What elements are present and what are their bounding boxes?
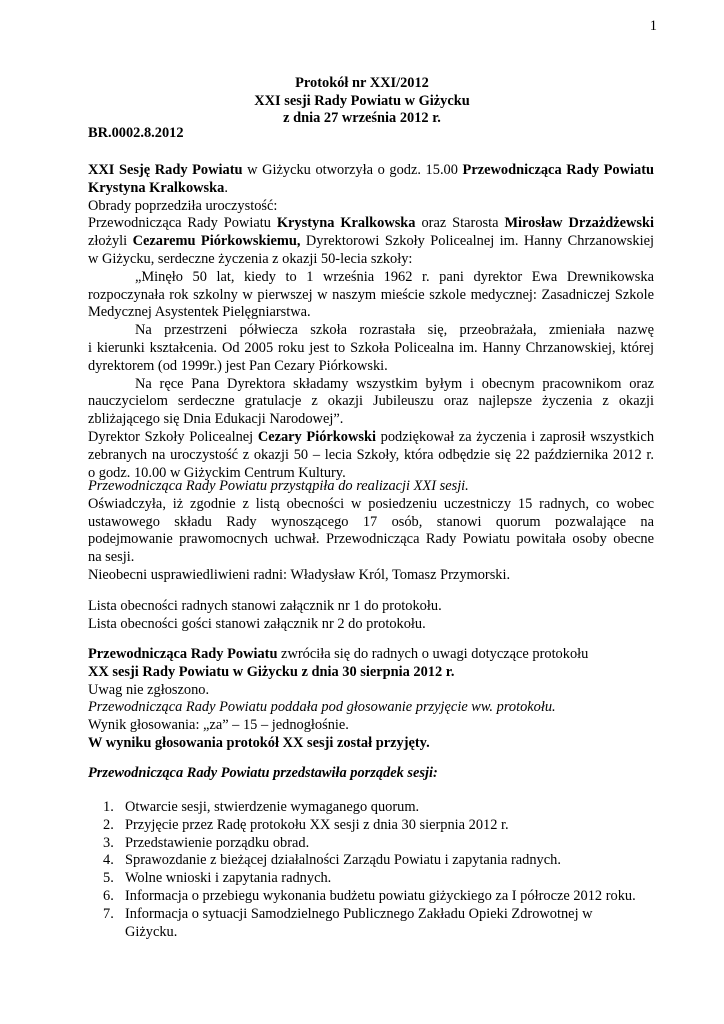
quorum-line-2: Oświadczyła, iż zgodnie z listą obecności w posiedzeniu uczestniczy 15 radnych, co wobec [88,495,654,512]
agenda-num: 6. [103,887,114,904]
agenda-num: 1. [103,799,114,815]
protocol-bold: Przewodnicząca Rady Powiatu [88,646,278,662]
agenda-item [103,835,643,853]
protocol-vote-call: Przewodnicząca Rady Powiatu poddała pod głosowanie przyjęcie ww. protokołu. [88,699,556,716]
attendance-paragraph [88,598,654,634]
quorum-italic: Przewodnicząca Rady Powiatu przystąpiła do realizacji XXI sesji. [88,478,469,494]
quorum-paragraph [88,478,654,585]
opening-text-1: w Giżycku otworzyła o godz. 15.00 [242,162,463,178]
quote-line-4: Na przestrzeni półwiecza szkoła rozrastała się, przeobrażała, zmieniała nazwę [135,322,654,339]
protocol-line-2 [88,664,654,682]
protocol-result: W wyniku głosowania protokół XX sesji został przyjęty. [88,734,430,751]
agenda-text: Przyjęcie przez Radę protokołu XX sesji z dnia 30 sierpnia 2012 r. [125,816,509,833]
agenda-item [103,888,643,906]
title-line-3: z dnia 27 września 2012 r. [283,110,441,127]
thanks-line-2: zebranych na uroczystość z okazji 50 – lecia Szkoły, która odbędzie się 22 października 2012 r. [88,446,654,463]
quorum-line-5: na sesji. [88,549,135,566]
ceremony-name-c: Cezaremu Piórkowskiemu, [132,233,301,250]
agenda-num: 4. [103,852,114,869]
agenda-item [103,852,643,870]
quote-line-2: rozpoczynała rok szkolny w pierwszej w naszym mieście szkole medycznej: Zasadniczej Szkole [88,286,654,303]
ceremony-intro: Obrady poprzedziła uroczystość: [88,197,278,214]
doc-ref-text: BR.0002.8.2012 [88,125,184,141]
quote-line-3: Medycznej Asystentek Pielęgniarstwa. [88,304,311,321]
thanks-text-a: Dyrektor Szkoły Policealnej [88,428,258,445]
opening-text-2: . [224,179,228,196]
agenda-text: Informacja o sytuacji Samodzielnego Publicznego Zakładu Opieki Zdrowotnej w [125,905,593,922]
doc-ref [88,125,654,143]
ceremony-text-a: Przewodnicząca Rady Powiatu [88,215,277,232]
ceremony-text-d: Dyrektorowi Szkoły Policealnej im. Hanny Chrzanowskiej [300,233,654,250]
agenda-heading-line [88,765,654,783]
agenda-num: 7. [103,905,114,922]
agenda-text: Informacja o przebiegu wykonania budżetu powiatu giżyckiego za I półrocze 2012 roku. [125,887,636,904]
protocol-line-4 [88,699,654,717]
opening-line-2 [88,180,654,198]
ceremony-text-c: złożyli [88,233,133,250]
quote-line-5: i kierunki kształcenia. Od 2005 roku jest to Szkoła Policealna im. Hanny Chrzanowskiej, której [88,339,654,356]
agenda-list [103,799,643,941]
ceremony-name-a: Krystyna Kralkowska [276,215,416,232]
protocol-line-5: Wynik głosowania: „za” – 15 – jednogłośnie. [88,717,349,734]
title-line-2: XXI sesji Rady Powiatu w Giżycku [254,92,470,109]
agenda-item [103,906,643,924]
opening-bold-3: Krystyna Kralkowska [88,179,225,196]
agenda-num: 5. [103,870,114,887]
protocol-line-3: Uwag nie zgłoszono. [88,681,210,698]
ceremony-line-3 [88,233,654,251]
protocol-line-1 [88,646,654,664]
ceremony-line-2 [88,215,654,233]
quote-line-8: nauczycielom serdeczne gratulacje z okazji Jubileuszu oraz najlepsze życzenia z okazji [88,393,654,410]
protocol-session-ref: XX sesji Rady Powiatu w Giżycku z dnia 30 sierpnia 2012 r. [88,663,455,680]
quorum-line-3: ustawowego składu Rady wynoszącego 17 osób, stanowi quorum pozwalające na [88,513,654,530]
agenda-text: Sprawozdanie z bieżącej działalności Zarządu Powiatu i zapytania radnych. [125,852,561,869]
thanks-text-b: podziękował za życzenia i zaprosił wszystkich [375,428,654,445]
thanks-line-1 [88,429,654,447]
title-line-1: Protokół nr XXI/2012 [295,75,429,91]
attendance-line-1: Lista obecności radnych stanowi załącznik nr 1 do protokołu. [88,598,442,614]
quote-line-7: Na ręce Pana Dyrektora składamy wszystkim byłym i obecnym pracownikom oraz [135,375,654,392]
agenda-text: Wolne wnioski i zapytania radnych. [125,870,332,887]
ceremony-name-b: Mirosław Drzażdżewski [504,215,654,232]
quote-line-9: zbliżającego się Dnia Edukacji Narodowej”. [88,411,344,428]
opening-line-1 [88,162,654,180]
agenda-heading [88,765,654,783]
agenda-text: Otwarcie sesji, stwierdzenie wymaganego quorum. [125,799,420,815]
opening-bold-1: XXI Sesję Rady Powiatu [88,162,243,178]
agenda-text: Przedstawienie porządku obrad. [125,834,310,851]
quorum-line-1 [88,478,654,496]
ceremony-text-b: oraz Starosta [415,215,505,232]
agenda-item [103,817,643,835]
thanks-line-3: o godz. 10.00 w Giżyckim Centrum Kultury. [88,464,346,481]
agenda-item [103,870,643,888]
protocol-line-6 [88,735,654,753]
ceremony-line-4: w Giżycku, serdeczne życzenia z okazji 50-lecia szkoły: [88,250,413,267]
thanks-name: Cezary Piórkowski [257,428,376,445]
opening-bold-2: Przewodnicząca Rady Powiatu [462,162,654,178]
document-title [0,75,724,128]
protocol-paragraph [88,646,654,753]
opening-paragraph [88,162,654,482]
agenda-heading-text: Przewodnicząca Rady Powiatu przedstawiła porządek sesji: [88,765,438,781]
quorum-line-4: podejmowanie prawomocnych uchwał. Przewodnicząca Rady Powiatu powitała osoby obecne [88,531,654,548]
quote-line-1: „Minęło 50 lat, kiedy to 1 września 1962 r. pani dyrektor Ewa Drewnikowska [135,268,654,285]
page-number: 1 [649,18,657,34]
absent-line: Nieobecni usprawiedliwieni radni: Władysław Król, Tomasz Przymorski. [88,566,511,583]
attendance-line-2: Lista obecności gości stanowi załącznik nr 2 do protokołu. [88,615,426,632]
agenda-num: 3. [103,834,114,851]
agenda-item-continuation: Giżycku. [125,923,178,940]
agenda-num: 2. [103,816,114,833]
agenda-item [103,799,643,817]
protocol-text: zwróciła się do radnych o uwagi dotyczące protokołu [277,646,589,662]
quote-line-6: dyrektorem (od 1999r.) jest Pan Cezary Piórkowski. [88,357,388,374]
